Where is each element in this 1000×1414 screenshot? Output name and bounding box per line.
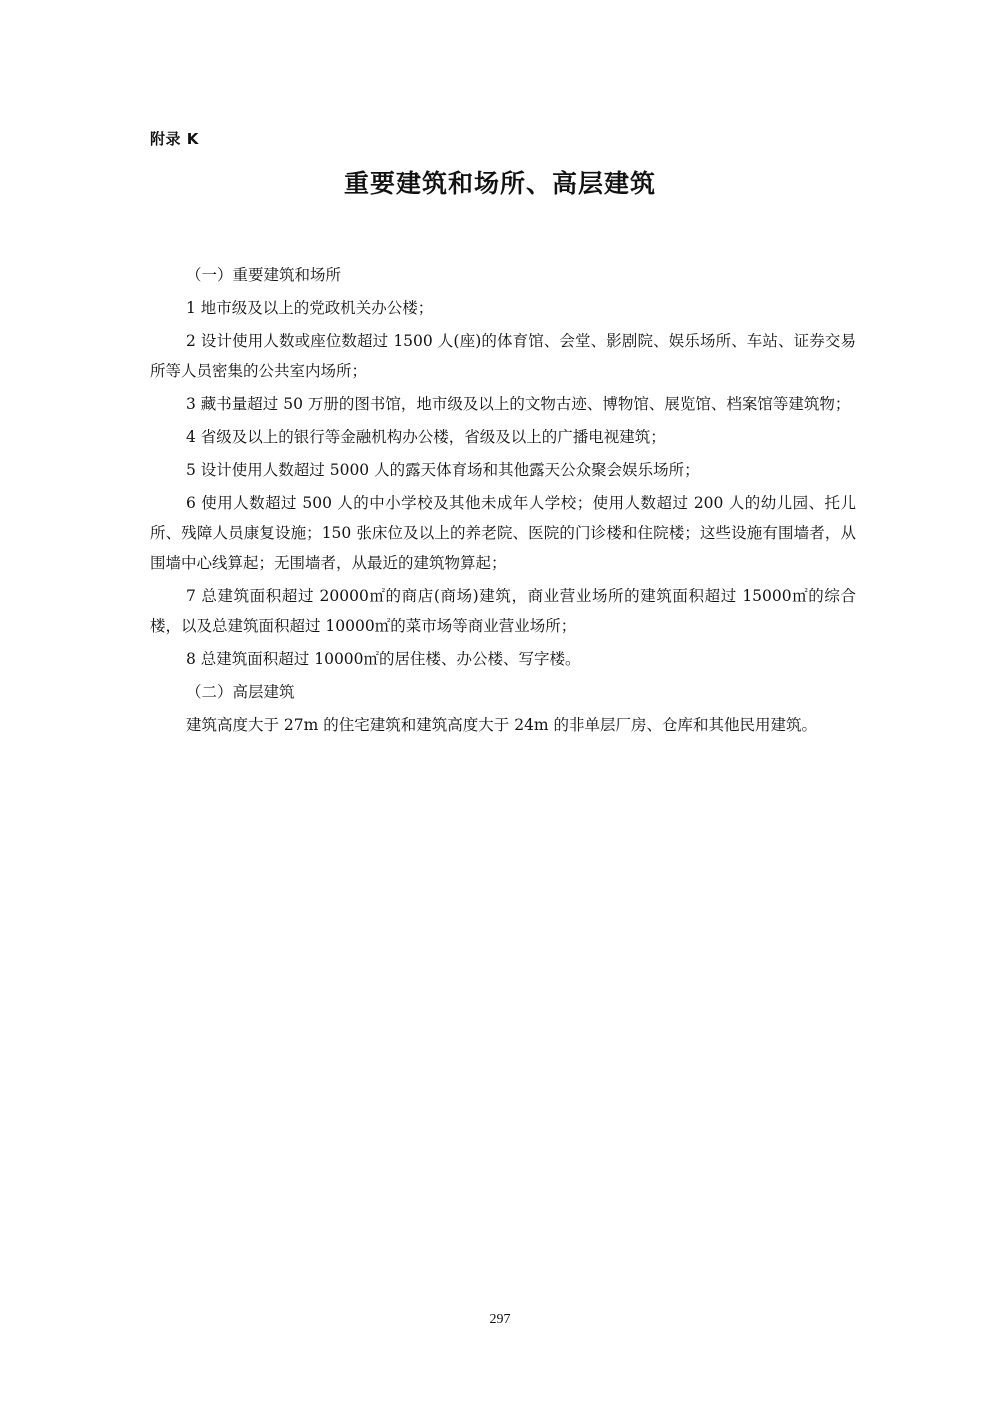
list-item: 8 总建筑面积超过 10000㎡的居住楼、办公楼、写字楼。 <box>186 650 581 668</box>
page-number: 297 <box>489 1312 511 1327</box>
list-item: 建筑高度大于 27m 的住宅建筑和建筑高度大于 24m 的非单层厂房、仓库和其他民用建筑。 <box>186 716 818 734</box>
list-item: 3 藏书量超过 50 万册的图书馆，地市级及以上的文物古迹、博物馆、展览馆、档案馆等建筑物； <box>186 395 851 413</box>
appendix-label: 附录 K <box>150 130 199 148</box>
list-item: 6 使用人数超过 500 人的中小学校及其他未成年人学校；使用人数超过 200 人的幼儿园、托儿所、残障人员康复设施；150 张床位及以上的养老院、医院的门诊楼和住院楼；这些设施有围墙者，从围墙中心线算起；无围墙者，从最近的建筑物算起； <box>150 494 856 572</box>
section-heading: （一）重要建筑和场所 <box>186 266 342 284</box>
list-item: 7 总建筑面积超过 20000㎡的商店(商场)建筑，商业营业场所的建筑面积超过 15000㎡的综合楼，以及总建筑面积超过 10000㎡的菜市场等商业营业场所； <box>150 587 856 635</box>
document-body <box>150 260 856 743</box>
list-item: 5 设计使用人数超过 5000 人的露天体育场和其他露天公众聚会娱乐场所； <box>186 461 700 479</box>
list-item: 2 设计使用人数或座位数超过 1500 人(座)的体育馆、会堂、影剧院、娱乐场所、车站、证券交易所等人员密集的公共室内场所； <box>150 332 856 380</box>
section-heading: （二）高层建筑 <box>186 683 295 701</box>
list-item: 4 省级及以上的银行等金融机构办公楼，省级及以上的广播电视建筑； <box>186 428 666 446</box>
list-item: 1 地市级及以上的党政机关办公楼； <box>186 299 434 317</box>
page-title: 重要建筑和场所、高层建筑 <box>343 169 656 198</box>
